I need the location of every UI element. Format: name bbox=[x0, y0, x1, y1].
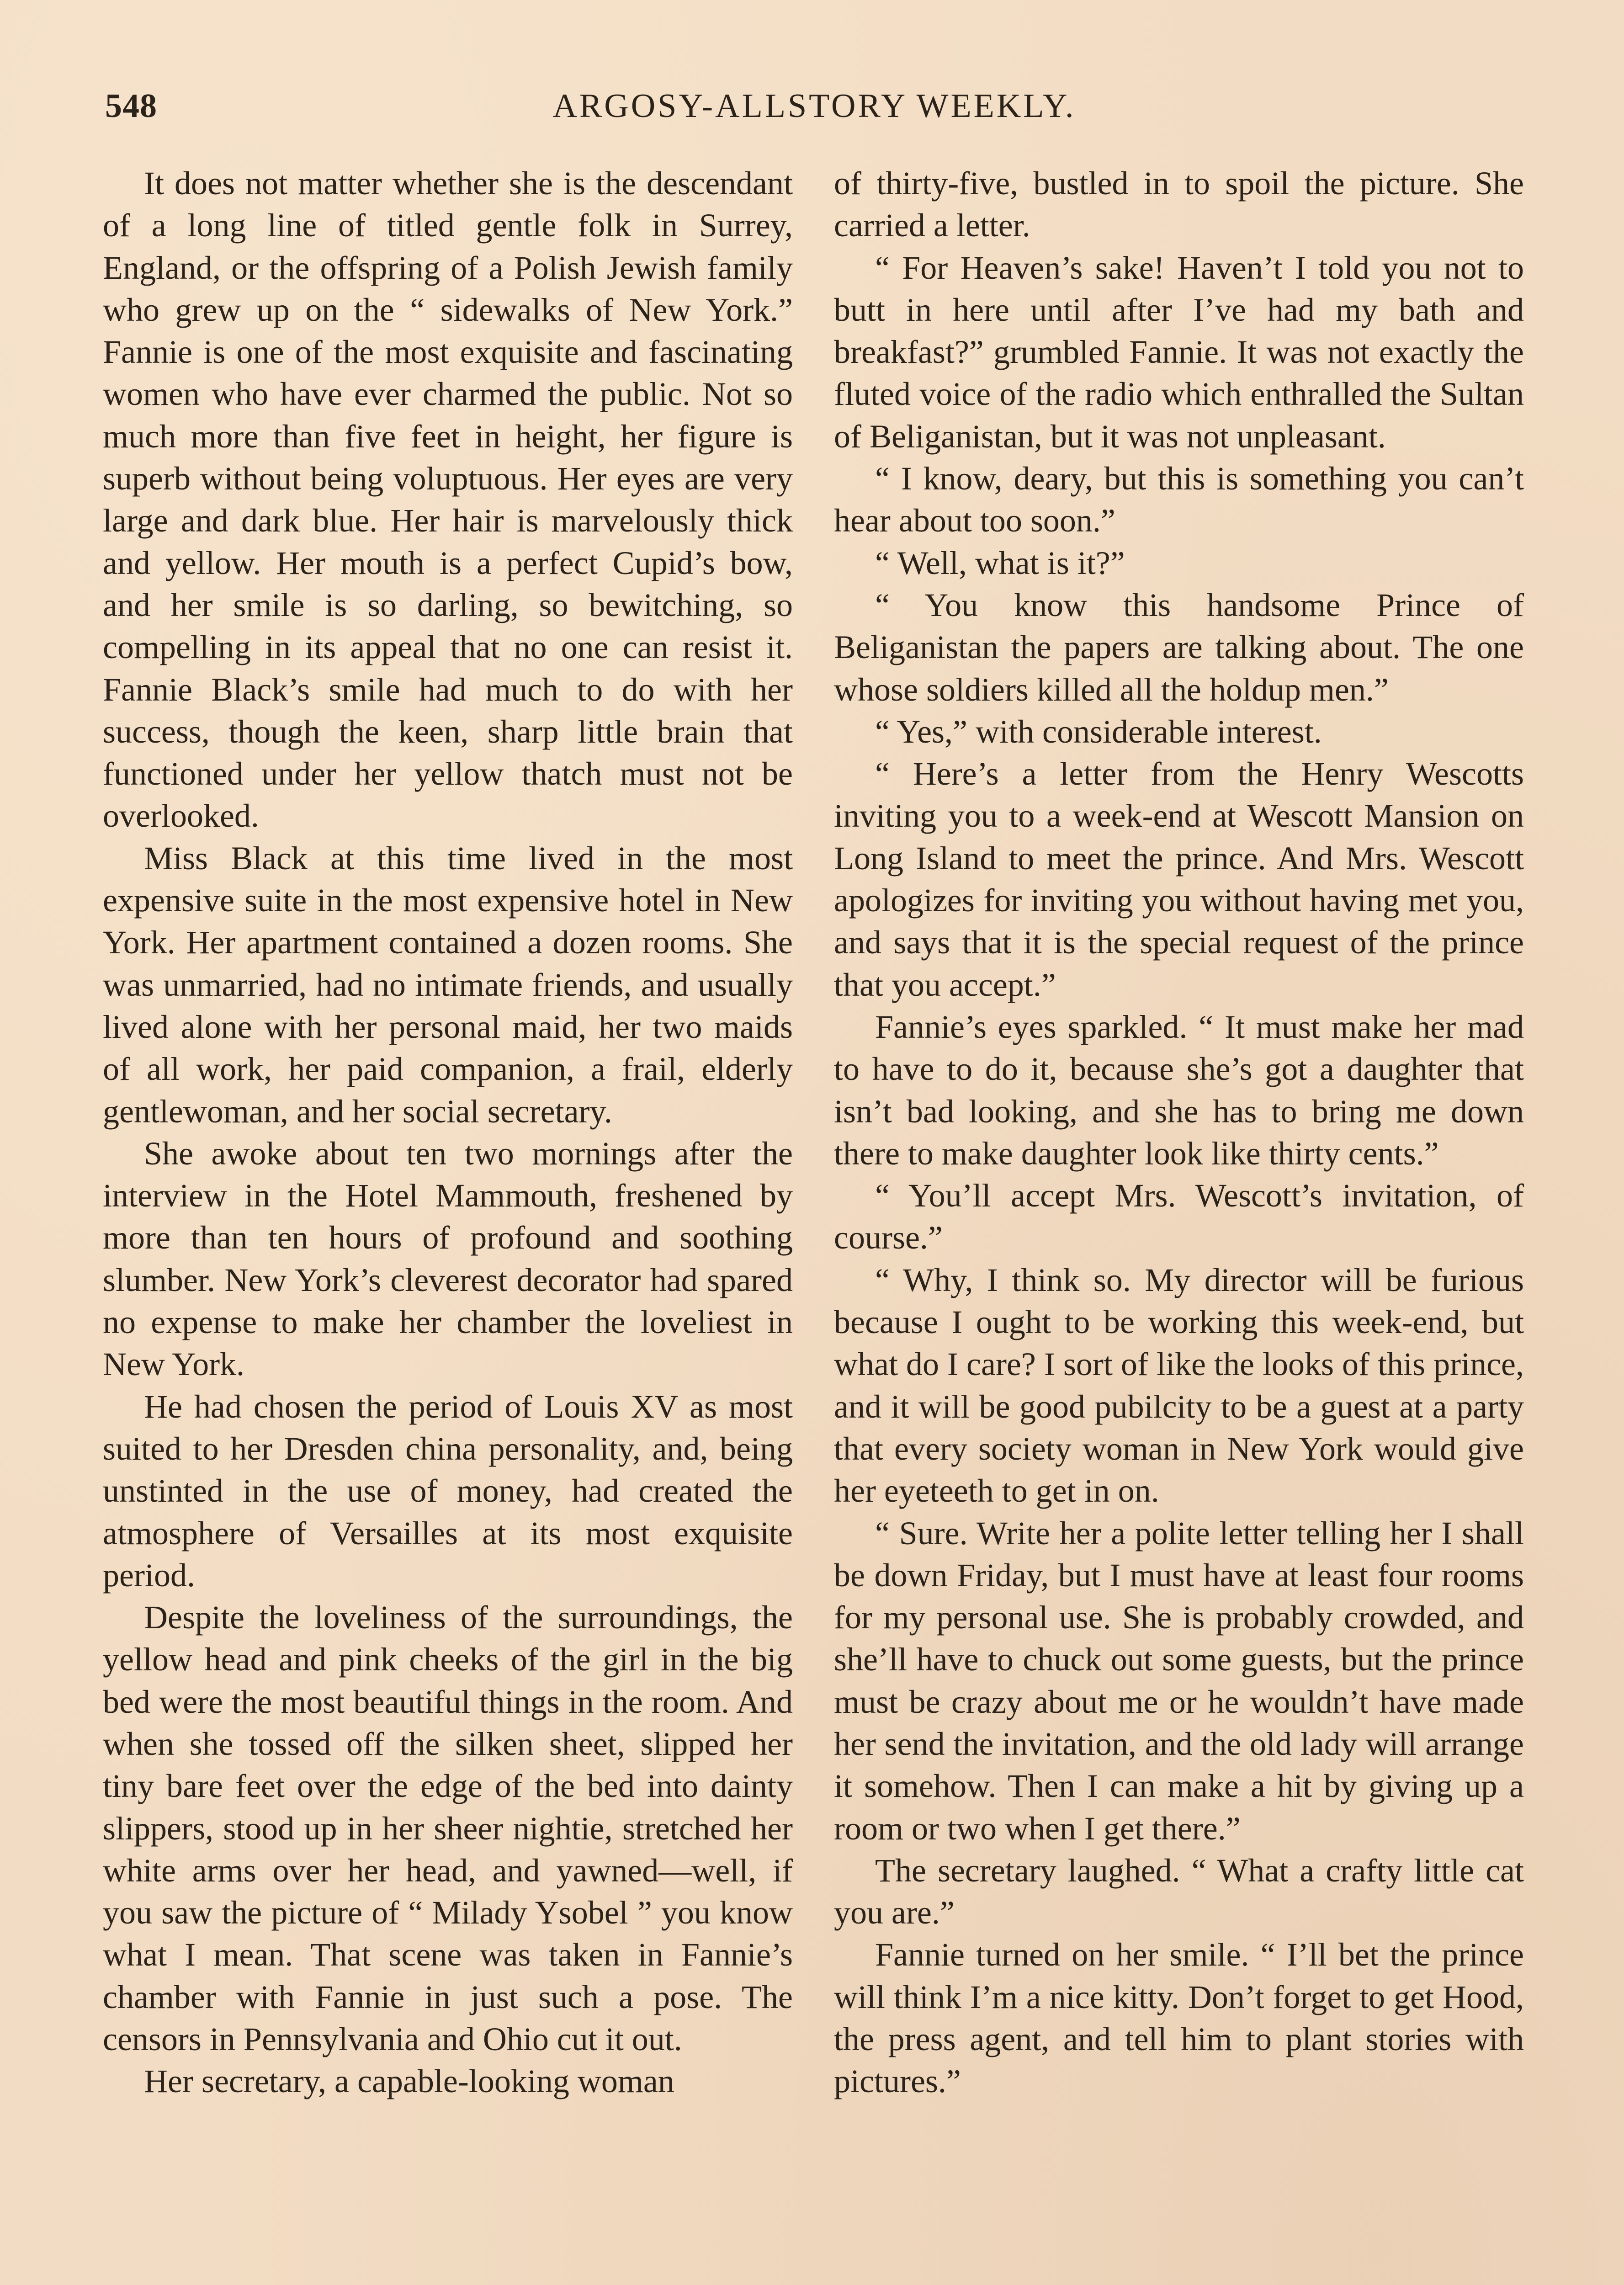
paragraph: Fannie turned on her smile. “ I’ll bet the prince will think I’m a nice kitty. Don’t forget to get Hood, the press agent, and tell him to plant stories with pictures.” bbox=[834, 1936, 1524, 2100]
paragraph-continued: of thirty-five, bustled in to spoil the picture. She carried a letter. bbox=[834, 165, 1524, 244]
paragraph: “ You’ll accept Mrs. Wescott’s invitation, of course.” bbox=[834, 1177, 1524, 1256]
paragraph: “ For Heaven’s sake! Haven’t I told you not to butt in here until after I’ve had my bath and breakfast?” grumbled Fannie. It was not exactly the fluted voice of the radio which enthralled the Sultan of Beliganistan, but it was not unpleasant. bbox=[834, 249, 1524, 455]
paragraph: She awoke about ten two mornings after the interview in the Hotel Mammouth, freshened by more than ten hours of profound and soothing slumber. New York’s cleverest decorator had spared no expense to make her chamber the loveliest in New York. bbox=[103, 1135, 793, 1383]
paragraph: He had chosen the period of Louis XV as most suited to her Dresden china personality, and, being unstinted in the use of money, had created the atmosphere of Versailles at its most exquisite period. bbox=[103, 1388, 793, 1594]
left-column bbox=[103, 162, 793, 2285]
right-column bbox=[834, 162, 1524, 2285]
paragraph: Miss Black at this time lived in the most expensive suite in the most expensive hotel in New York. Her apartment contained a dozen rooms. She was unmarried, had no intimate friends, and usually lived alone with her personal maid, her two maids of all work, her paid companion, a frail, elderly gentlewoman, and her social secretary. bbox=[103, 840, 793, 1130]
paragraph: “ You know this handsome Prince of Beliganistan the papers are talking about. The one whose soldiers killed all the holdup men.” bbox=[834, 586, 1524, 708]
paragraph: Fannie’s eyes sparkled. “ It must make her mad to have to do it, because she’s got a daughter that isn’t bad looking, and she has to bring me down there to make daughter look like thirty cents.” bbox=[834, 1008, 1524, 1172]
running-head: ARGOSY-ALLSTORY WEEKLY. bbox=[552, 87, 1076, 125]
paragraph: Despite the loveliness of the surroundings, the yellow head and pink cheeks of the girl in the big bed were the most beautiful things in the room. And when she tossed off the silken sheet, slipped her tiny bare feet over the edge of the bed into dainty slippers, stood up in her sheer nightie, stretched her white arms over her head, and yawned—well, if you saw the picture of “ Milady Ysobel ” you know what I mean. That scene was taken in Fannie’s chamber with Fannie in just such a pose. The censors in Pennsylvania and Ohio cut it out. bbox=[103, 1599, 793, 2058]
paragraph: “ Well, what is it?” bbox=[875, 544, 1125, 581]
page-header bbox=[105, 87, 1523, 137]
paragraph: Her secretary, a capable-looking woman bbox=[144, 2063, 674, 2100]
paragraph: “ Here’s a letter from the Henry Wescotts inviting you to a week-end at Wescott Mansion on Long Island to meet the prince. And Mrs. Wescott apologizes for inviting you without having met you, and says that it is the special request of the prince that you accept.” bbox=[834, 755, 1524, 1003]
paragraph: “ Why, I think so. My director will be furious because I ought to be working this week-end, but what do I care? I sort of like the looks of this prince, and it will be good pubilcity to be a guest at a party that every society woman in New York would give her eyeteeth to get in on. bbox=[834, 1261, 1524, 1509]
page-number: 548 bbox=[105, 87, 157, 125]
article-body bbox=[103, 162, 1524, 2285]
paragraph: “ Yes,” with considerable interest. bbox=[875, 713, 1322, 750]
paragraph: It does not matter whether she is the descendant of a long line of titled gentle folk in Surrey, England, or the offspring of a Polish Jewish family who grew up on the “ sidewalks of New York.” Fannie is one of the most exquisite and fascinating women who have ever charmed the public. Not so much more than five feet in height, her figure is superb without being voluptuous. Her eyes are very large and dark blue. Her hair is marvelously thick and yellow. Her mouth is a perfect Cupid’s bow, and her smile is so darling, so bewitching, so compelling in its appeal that no one can resist it. Fannie Black’s smile had much to do with her success, though the keen, sharp little brain that functioned under her yellow thatch must not be overlooked. bbox=[103, 165, 793, 834]
paragraph: “ I know, deary, but this is something you can’t hear about too soon.” bbox=[834, 460, 1524, 539]
paragraph: “ Sure. Write her a polite letter telling her I shall be down Friday, but I must have at least four rooms for my personal use. She is probably crowded, and she’ll have to chuck out some guests, but the prince must be crazy about me or he wouldn’t have made her send the invitation, and the old lady will arrange it somehow. Then I can make a hit by giving up a room or two when I get there.” bbox=[834, 1514, 1524, 1847]
paragraph: The secretary laughed. “ What a crafty little cat you are.” bbox=[834, 1852, 1524, 1931]
